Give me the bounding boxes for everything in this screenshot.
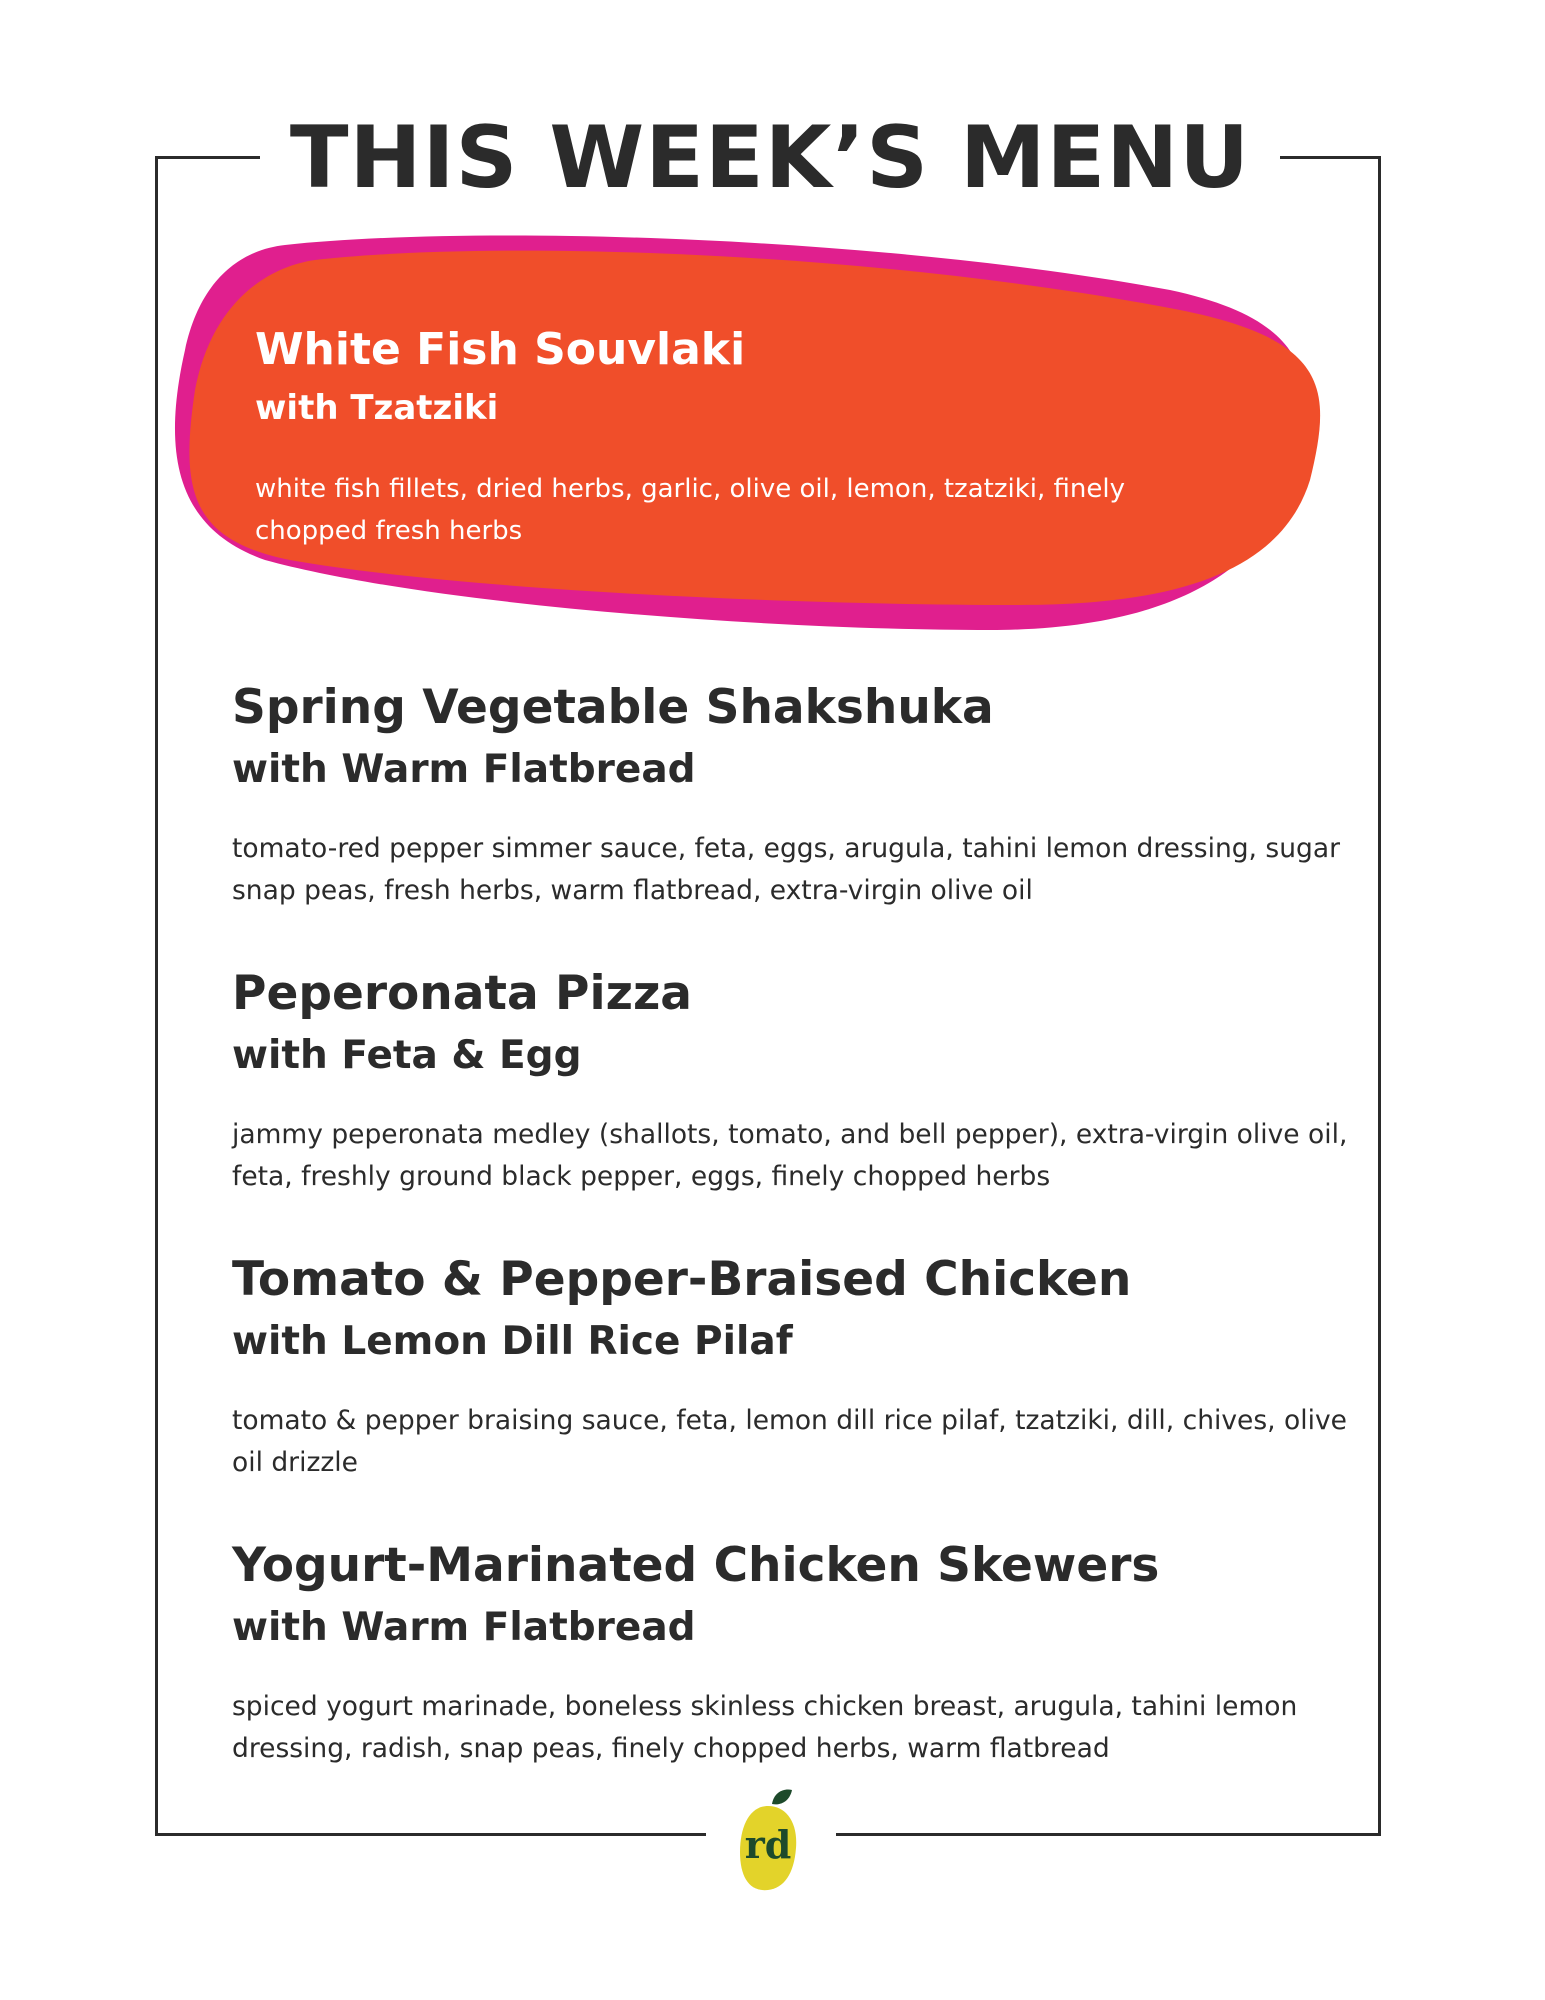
menu-item [232,962,1352,1248]
featured-dish-description: white fish fillets, dried herbs, garlic, olive oil, lemon, tzatziki, finely chopped fresh herbs [255,474,1125,546]
menu-item-subtitle: with Feta & Egg [232,1033,582,1078]
menu-item-name: Yogurt-Marinated Chicken Skewers [232,1538,1160,1593]
featured-dish-name: White Fish Souvlaki [255,324,746,375]
menu-item-name: Peperonata Pizza [232,966,693,1021]
menu-item-subtitle: with Warm Flatbread [232,1605,696,1650]
menu-item-description: tomato & pepper braising sauce, feta, lemon dill rice pilaf, tzatziki, dill, chives, olive oil drizzle [232,1405,1347,1478]
menu-item [232,676,1352,962]
page-title: THIS WEEK’S MENU [260,98,1280,218]
menu-item-name: Spring Vegetable Shakshuka [232,680,994,735]
menu-list [232,676,1352,1820]
menu-item-name: Tomato & Pepper-Braised Chicken [232,1252,1132,1307]
menu-item [232,1248,1352,1534]
featured-dish [255,318,1255,552]
lemon-leaf-icon [772,1790,792,1805]
menu-item-description: spiced yogurt marinade, boneless skinless chicken breast, arugula, tahini lemon dressing, radish, snap peas, finely chopped herbs, warm flatbread [232,1691,1298,1764]
menu-item-subtitle: with Warm Flatbread [232,747,696,792]
menu-item-description: tomato-red pepper simmer sauce, feta, eggs, arugula, tahini lemon dressing, sugar snap peas, fresh herbs, warm flatbread, extra-virgin olive oil [232,833,1340,906]
rd-lemon-logo-icon [728,1786,808,1896]
menu-item-description: jammy peperonata medley (shallots, tomato, and bell pepper), extra-virgin olive oil, feta, freshly ground black pepper, eggs, finely chopped herbs [232,1119,1348,1192]
logo-text: rd [744,1822,792,1867]
menu-item [232,1534,1352,1820]
featured-dish-subtitle: with Tzatziki [255,388,499,428]
menu-item-subtitle: with Lemon Dill Rice Pilaf [232,1319,793,1364]
